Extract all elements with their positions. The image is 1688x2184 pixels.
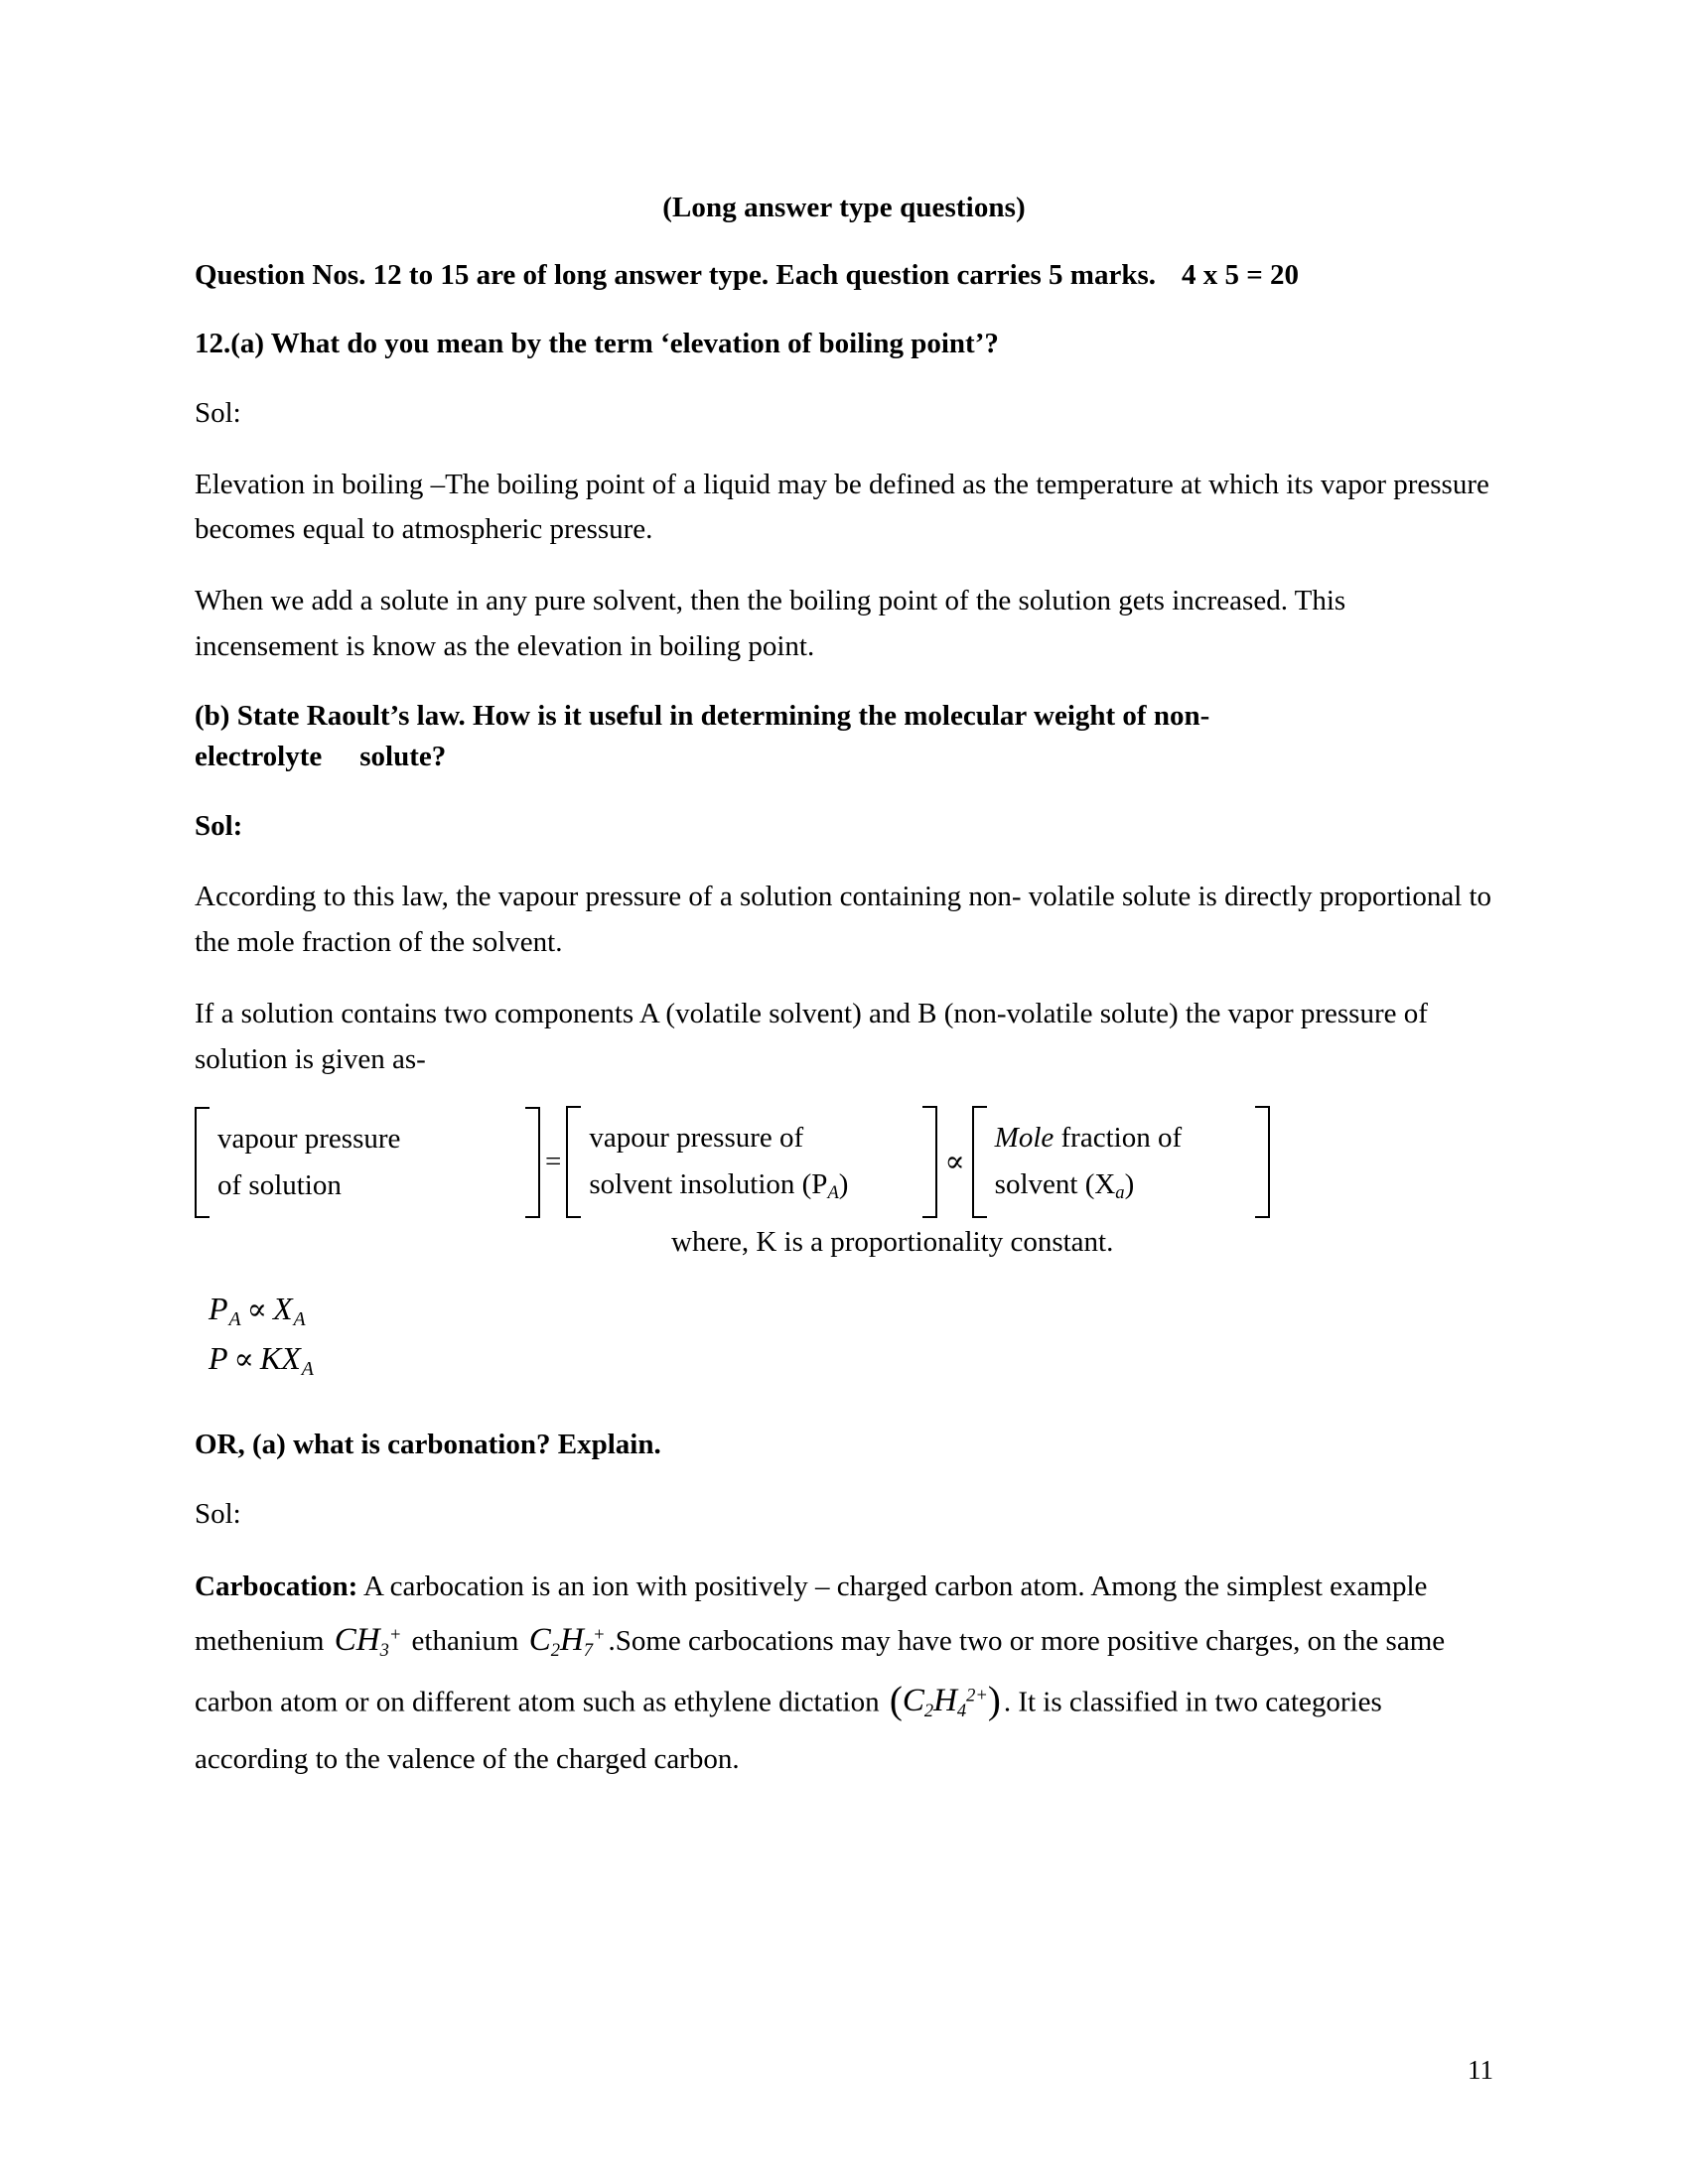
formula-2-sub-2: 7: [583, 1640, 594, 1661]
proportional-operator: ∝: [944, 1146, 965, 1179]
question-12b-heading-line2: electrolyte: [195, 740, 323, 772]
formula-3-element-1: C: [902, 1683, 924, 1719]
bracket-right-3: [1255, 1106, 1270, 1217]
formula-3-element-2: H: [933, 1683, 957, 1719]
carbocation-text-3: .Some carbocations may have two or more positive charges, on the same carbon atom or on different atom such as ethylene dictation: [195, 1625, 1446, 1718]
bracket-3-line-2-post: ): [1124, 1168, 1135, 1201]
formula-3-close-paren: ): [987, 1679, 1001, 1722]
formula-2-element-2: H: [559, 1622, 584, 1659]
math-line-2-operator: ∝: [233, 1343, 254, 1377]
formula-1-element: CH: [334, 1622, 380, 1659]
bracket-2-subscript: A: [827, 1182, 839, 1204]
formula-2-element-1: C: [528, 1622, 551, 1659]
page-content: [195, 189, 1493, 1811]
formula-3-open-paren: (: [889, 1679, 903, 1722]
section-title: (Long answer type questions): [662, 192, 1026, 223]
bracket-2-line-2-pre: solvent insolution (P: [589, 1168, 828, 1201]
carbocation-text-2: ethanium: [404, 1625, 526, 1658]
math-line-1-rhs: X: [272, 1290, 293, 1326]
question-12b-heading-line1: (b) State Raoult’s law. How is it useful in determining the molecular weight of non-: [195, 699, 1210, 732]
math-line-1-lhs-sub: A: [228, 1307, 241, 1330]
or-question-heading: OR, (a) what is carbonation? Explain.: [195, 1429, 661, 1461]
formula-3-sub-1: 2: [923, 1701, 934, 1721]
bracket-3-line-2-pre: solvent (X: [994, 1168, 1116, 1201]
bracket-body-3: [987, 1106, 1255, 1217]
equation-bracket-1: [195, 1107, 540, 1218]
bracket-3-italic-word: Mole: [994, 1122, 1055, 1155]
math-line-2-lhs: P: [209, 1340, 228, 1377]
bracket-left-2: [566, 1106, 581, 1217]
bracket-1-line-1: vapour pressure: [217, 1122, 401, 1155]
question-12b-sol-label: Sol:: [195, 810, 243, 843]
math-line-2-rhs-sub: A: [301, 1358, 314, 1381]
bracket-2-line-2-post: ): [838, 1168, 849, 1201]
math-line-1-operator: ∝: [246, 1293, 267, 1326]
page-number: 11: [1468, 2055, 1493, 2085]
carbocation-text-1: A carbocation is an ion with positively – charged carbon atom. Among the simplest example methenium: [195, 1570, 1428, 1658]
formula-1-sup: +: [388, 1624, 402, 1645]
math-line-1-lhs: P: [209, 1290, 228, 1326]
equation-bracket-2: [566, 1106, 937, 1217]
formula-2-sup: +: [593, 1624, 606, 1645]
question-12a-heading: 12.(a) What do you mean by the term ‘elevation of boiling point’?: [195, 328, 999, 360]
equation-bracket-3: [972, 1106, 1270, 1217]
formula-3-sub-2: 4: [956, 1701, 967, 1721]
formula-methenium: [332, 1622, 405, 1661]
carbocation-text-4: . It is classified in two categories according to the valence of the charged carbon.: [195, 1686, 1382, 1775]
carbocation-paragraph: [195, 1563, 1493, 1784]
formula-3-sup: 2+: [966, 1685, 988, 1706]
question-12b-paragraph-1: According to this law, the vapour pressure of a solution containing non- volatile solute is directly proportional to the mole fraction of the solvent.: [195, 881, 1492, 958]
formula-ethylene-dication: [887, 1679, 1004, 1722]
math-line-2: [209, 1334, 1493, 1385]
question-12a-paragraph-1: Elevation in boiling –The boiling point of a liquid may be defined as the temperature at which its vapor pressure becomes equal to atmospheric pressure.: [195, 468, 1489, 546]
bracket-1-line-2: of solution: [217, 1168, 342, 1201]
bracket-2-line-1: vapour pressure of: [589, 1122, 804, 1155]
question-12b-heading: [195, 696, 1493, 777]
question-12a-sol-label: Sol:: [195, 397, 241, 430]
bracket-3-line-1: [995, 1115, 1249, 1161]
math-line-2-rhs: KX: [259, 1340, 301, 1377]
bracket-left-1: [195, 1107, 210, 1218]
question-12a-paragraph-2: When we add a solute in any pure solvent, then the boiling point of the solution gets increased. This incensement is know as the elevation in boiling point.: [195, 585, 1346, 662]
or-question-sol-label: Sol:: [195, 1498, 241, 1531]
formula-2-sub-1: 2: [550, 1640, 560, 1661]
formula-ethanium: [526, 1622, 609, 1661]
bracket-2-line-2: [589, 1161, 916, 1208]
bracket-body-2: [581, 1106, 922, 1217]
bracket-body-1: [210, 1107, 525, 1218]
bracket-3-subscript: a: [1115, 1182, 1125, 1204]
equals-operator: =: [545, 1146, 562, 1178]
formula-1-sub: 3: [379, 1640, 389, 1661]
bracket-left-3: [972, 1106, 987, 1217]
bracket-right-2: [922, 1106, 937, 1217]
carbocation-bold-lead: Carbocation:: [195, 1570, 358, 1603]
instruction-line: [195, 255, 1493, 296]
instruction-text: Question Nos. 12 to 15 are of long answer type. Each question carries 5 marks.: [195, 259, 1156, 292]
math-line-1-rhs-sub: A: [293, 1307, 306, 1330]
bracket-3-line-2: [995, 1161, 1249, 1208]
bracket-right-1: [525, 1107, 540, 1218]
proportionality-note: where, K is a proportionality constant.: [671, 1225, 1114, 1258]
raoult-equation: [195, 1106, 1493, 1217]
proportionality-equations: [209, 1285, 1493, 1385]
instruction-marks: 4 x 5 = 20: [1182, 259, 1300, 292]
question-12b-paragraph-2: If a solution contains two components A (volatile solvent) and B (non-volatile solute) the vapor pressure of solution is given as-: [195, 997, 1428, 1075]
math-line-1: [209, 1285, 1493, 1335]
question-12b-heading-line2b: solute?: [359, 740, 447, 772]
bracket-3-line-1-rest: fraction of: [1054, 1122, 1183, 1155]
